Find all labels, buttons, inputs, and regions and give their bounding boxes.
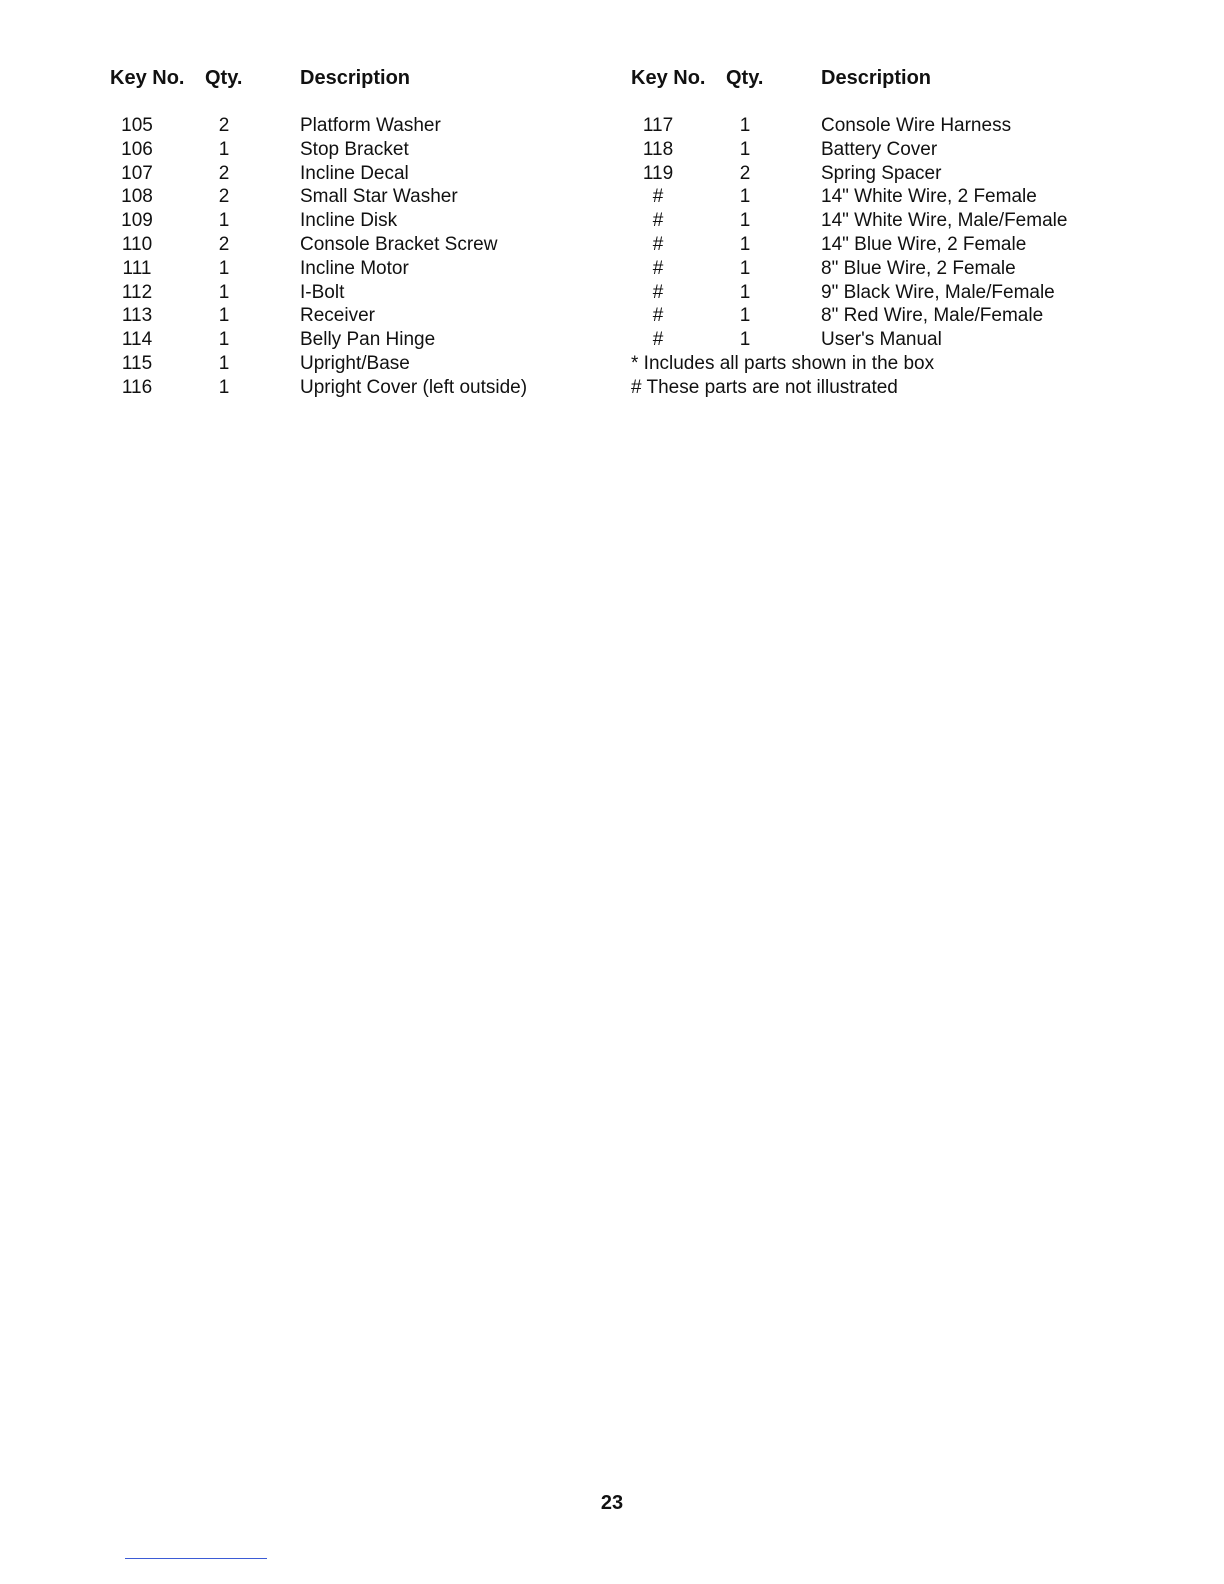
quantity: 1 [218,210,230,232]
quantity: 1 [218,329,230,351]
quantity: 2 [218,186,230,208]
key-number: 108 [121,186,153,208]
part-description: 14" Blue Wire, 2 Female [821,234,1027,255]
key-number: 107 [121,162,153,184]
key-number: 105 [121,115,153,136]
part-description: Incline Motor [300,257,409,279]
part-description: Platform Washer [300,115,441,136]
page-number: 23 [600,1492,624,1514]
part-description: Small Star Washer [300,186,458,208]
right-header-qty: Qty. [726,67,764,89]
quantity: 2 [218,115,230,136]
part-description: 14" White Wire, 2 Female [821,186,1037,208]
part-description: Console Wire Harness [821,115,1012,136]
part-description: Upright Cover (left outside) [300,376,528,398]
part-description: Spring Spacer [821,162,942,184]
quantity: 1 [739,257,751,279]
key-number: # [652,210,664,232]
quantity: 1 [739,186,751,208]
right-header-description: Description [821,67,932,89]
quantity: 2 [218,234,230,255]
key-number: 119 [642,162,674,184]
part-description: 9" Black Wire, Male/Female [821,281,1055,303]
part-description: Belly Pan Hinge [300,329,436,351]
part-description: Console Bracket Screw [300,234,498,255]
quantity: 1 [739,329,751,351]
key-number: 115 [121,353,153,374]
part-description: I-Bolt [300,281,345,303]
left-header-qty: Qty. [205,67,243,89]
left-header-description: Description [300,67,411,89]
key-number: 111 [122,257,152,279]
key-number: # [652,329,664,351]
quantity: 1 [218,353,230,374]
key-number: 114 [121,329,153,351]
quantity: 1 [739,281,751,303]
part-description: Incline Decal [300,162,409,184]
key-number: # [652,234,664,255]
key-number: 116 [121,376,153,398]
quantity: 1 [218,138,230,160]
left-header-key: Key No. [110,67,185,89]
quantity: 1 [739,234,751,255]
quantity: 2 [739,162,751,184]
key-number: 106 [121,138,153,160]
key-number: 112 [121,281,153,303]
footer-rule [125,1558,267,1559]
quantity: 1 [739,115,751,136]
part-description: Receiver [300,305,375,327]
part-description: Upright/Base [300,353,410,374]
right-header-key: Key No. [631,67,706,89]
quantity: 2 [218,162,230,184]
part-description: Incline Disk [300,210,398,232]
note-includes: * Includes all parts shown in the box [631,353,935,374]
quantity: 1 [739,210,751,232]
quantity: 1 [739,305,751,327]
part-description: 8" Blue Wire, 2 Female [821,257,1016,279]
part-description: 14" White Wire, Male/Female [821,210,1068,232]
key-number: # [652,305,664,327]
quantity: 1 [218,281,230,303]
part-description: Stop Bracket [300,138,409,160]
key-number: 118 [642,138,674,160]
key-number: # [652,281,664,303]
key-number: 110 [121,234,153,255]
quantity: 1 [218,305,230,327]
quantity: 1 [218,257,230,279]
key-number: # [652,186,664,208]
part-description: Battery Cover [821,138,938,160]
note-not-illustrated: # These parts are not illustrated [631,377,898,398]
key-number: 109 [121,210,153,232]
part-description: User's Manual [821,329,942,351]
quantity: 1 [218,376,230,398]
key-number: 113 [121,305,153,327]
part-description: 8" Red Wire, Male/Female [821,305,1044,327]
key-number: 117 [642,115,674,136]
key-number: # [652,257,664,279]
quantity: 1 [739,138,751,160]
